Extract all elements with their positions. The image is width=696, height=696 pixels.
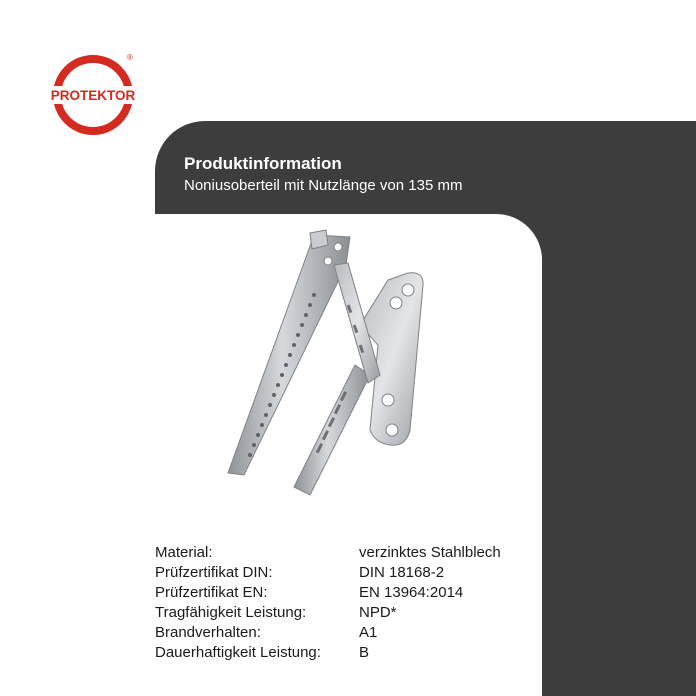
spec-value: A1 xyxy=(359,624,378,641)
brand-logo-text: PROTEKTOR xyxy=(50,88,136,103)
spec-label: Material: xyxy=(155,544,213,561)
registered-mark: ® xyxy=(127,53,133,62)
spec-label: Dauerhaftigkeit Leistung: xyxy=(155,644,321,661)
spec-value: B xyxy=(359,644,370,661)
page-title: Produktinformation xyxy=(184,154,342,173)
spec-label: Prüfzertifikat DIN: xyxy=(155,564,273,581)
page-subtitle: Noniusoberteil mit Nutzlänge von 135 mm xyxy=(184,177,463,194)
spec-value: DIN 18168-2 xyxy=(359,564,445,581)
spec-label: Prüfzertifikat EN: xyxy=(155,584,268,601)
brand-logo xyxy=(48,50,138,140)
spec-value: NPD* xyxy=(359,604,397,621)
spec-label: Brandverhalten: xyxy=(155,624,261,641)
spec-label: Tragfähigkeit Leistung: xyxy=(155,604,307,621)
product-image xyxy=(210,225,450,515)
spec-value: verzinktes Stahlblech xyxy=(359,544,501,561)
spec-value: EN 13964:2014 xyxy=(359,584,464,601)
